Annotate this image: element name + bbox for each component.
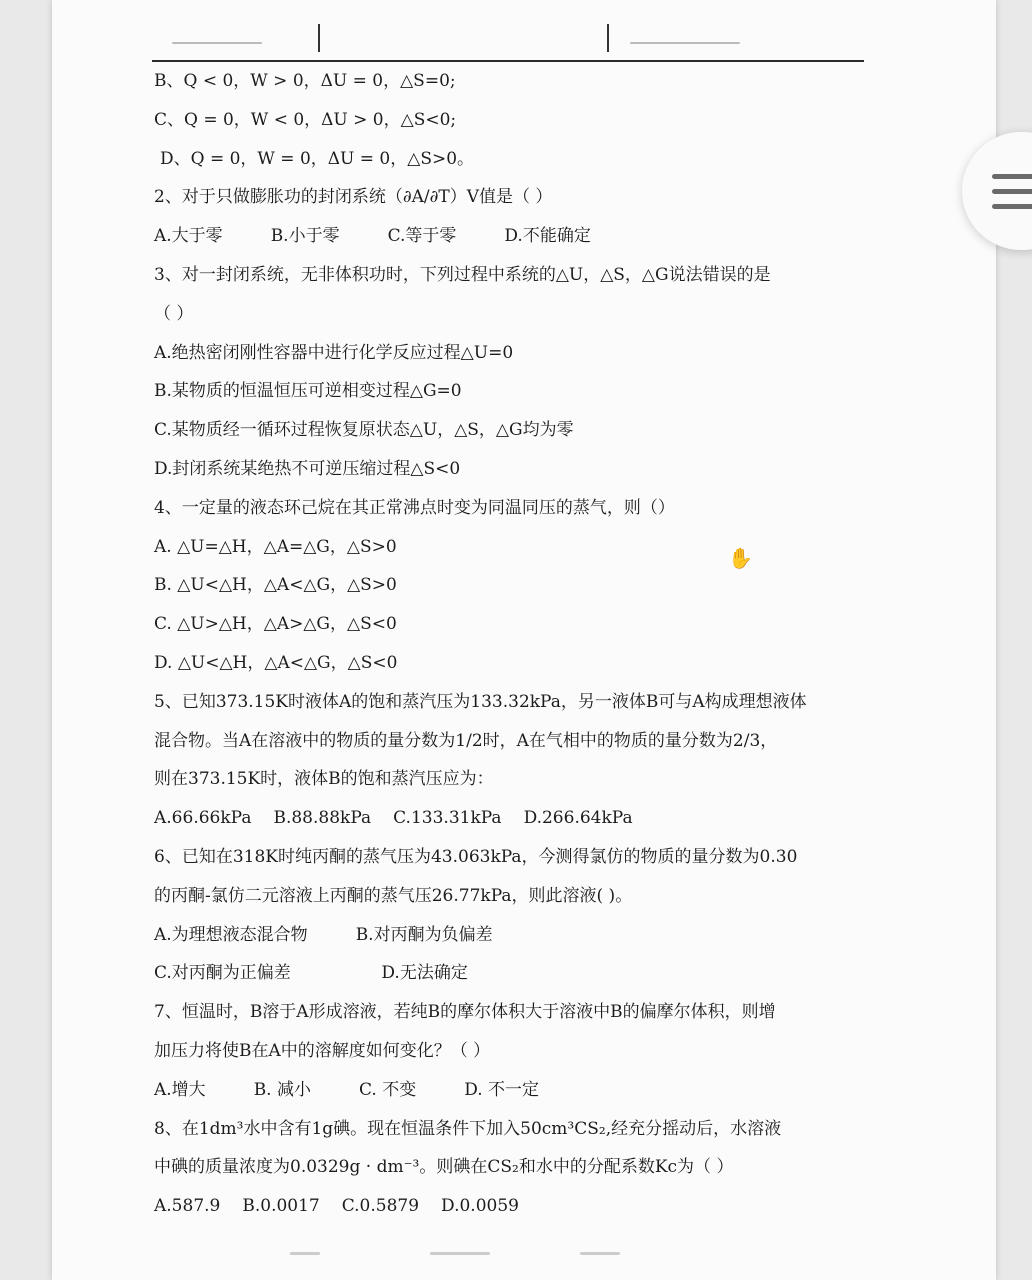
question-4: 4、一定量的液态环己烷在其正常沸点时变为同温同压的蒸气，则（） bbox=[154, 497, 675, 518]
question-2: 2、对于只做膨胀功的封闭系统（∂A/∂T）V值是（ ） bbox=[154, 187, 553, 208]
question-5-options bbox=[154, 799, 874, 838]
faded-footer-text bbox=[430, 1252, 490, 1255]
q4-option-c: C. △U>△H，△A>△G，△S<0 bbox=[154, 614, 397, 635]
option-b: B、Q < 0，W > 0，ΔU = 0，△S=0; bbox=[154, 71, 456, 91]
question-5-line-3: 则在373.15K时，液体B的饱和蒸汽压应为： bbox=[154, 769, 494, 790]
q3-option-a: A.绝热密闭刚性容器中进行化学反应过程△U=0 bbox=[154, 342, 514, 363]
q2-option-b: B.小于零 bbox=[270, 226, 340, 247]
q2-option-d: D.不能确定 bbox=[504, 226, 591, 247]
exam-content bbox=[154, 62, 874, 1226]
question-5-line-1: 5、已知373.15K时液体A的饱和蒸汽压为133.32kPa，另一液体B可与A构成理想液体 bbox=[154, 691, 807, 712]
q5-option-a: A.66.66kPa bbox=[154, 808, 252, 829]
q8-option-d: D.0.0059 bbox=[441, 1196, 519, 1217]
q3-option-b: B.某物质的恒温恒压可逆相变过程△G=0 bbox=[154, 381, 462, 402]
question-3-paren: （ ） bbox=[154, 303, 194, 324]
question-8-line-2: 中碘的质量浓度为0.0329g · dm⁻³。则碘在CS₂和水中的分配系数Kc为（ ） bbox=[154, 1157, 734, 1178]
q6-option-c: C.对丙酮为正偏差 bbox=[154, 963, 291, 984]
q3-option-d: D.封闭系统某绝热不可逆压缩过程△S<0 bbox=[154, 458, 461, 479]
question-7-line-2: 加压力将使B在A中的溶解度如何变化？（ ） bbox=[154, 1040, 491, 1061]
q7-option-a: A.增大 bbox=[154, 1079, 206, 1100]
question-7-options bbox=[154, 1071, 874, 1110]
q6-option-a: A.为理想液态混合物 bbox=[154, 924, 308, 945]
question-2-options bbox=[154, 217, 874, 256]
hamburger-icon-line bbox=[992, 189, 1032, 194]
question-5-line-2: 混合物。当A在溶液中的物质的量分数为1/2时，A在气相中的物质的量分数为2/3， bbox=[154, 730, 778, 751]
faded-footer-text bbox=[290, 1252, 320, 1255]
q8-option-a: A.587.9 bbox=[154, 1196, 221, 1217]
hand-cursor-icon: ✋ bbox=[728, 546, 753, 570]
question-3: 3、对一封闭系统，无非体积功时，下列过程中系统的△U，△S，△G说法错误的是 bbox=[154, 264, 771, 285]
q4-option-a: A. △U=△H，△A=△G，△S>0 bbox=[154, 536, 397, 557]
faded-header-text bbox=[630, 42, 740, 44]
q4-option-b: B. △U<△H，△A<△G，△S>0 bbox=[154, 575, 397, 596]
q6-option-b: B.对丙酮为负偏差 bbox=[355, 924, 493, 945]
q7-option-b: B. 减小 bbox=[253, 1079, 311, 1100]
question-8-options bbox=[154, 1187, 874, 1226]
q5-option-d: D.266.64kPa bbox=[523, 808, 633, 829]
q4-option-d: D. △U<△H，△A<△G，△S<0 bbox=[154, 652, 398, 673]
q2-option-c: C.等于零 bbox=[387, 226, 457, 247]
q6-options-ab bbox=[154, 916, 874, 955]
q2-option-a: A.大于零 bbox=[154, 226, 223, 247]
q3-option-c: C.某物质经一循环过程恢复原状态△U，△S，△G均为零 bbox=[154, 420, 574, 441]
hamburger-icon-line bbox=[992, 204, 1032, 209]
hamburger-icon bbox=[992, 174, 1032, 179]
q8-option-b: B.0.0017 bbox=[242, 1196, 320, 1217]
question-6-line-2: 的丙酮-氯仿二元溶液上丙酮的蒸气压26.77kPa，则此溶液( )。 bbox=[154, 885, 633, 906]
question-6-line-1: 6、已知在318K时纯丙酮的蒸气压为43.063kPa，今测得氯仿的物质的量分数为0.30 bbox=[154, 846, 798, 867]
q6-option-d: D.无法确定 bbox=[381, 963, 468, 984]
q7-option-d: D. 不一定 bbox=[464, 1079, 540, 1100]
q7-option-c: C. 不变 bbox=[359, 1079, 417, 1100]
faded-footer-text bbox=[580, 1252, 620, 1255]
q5-option-c: C.133.31kPa bbox=[393, 808, 502, 829]
question-8-line-1: 8、在1dm³水中含有1g碘。现在恒温条件下加入50cm³CS₂,经充分摇动后，水溶液 bbox=[154, 1118, 782, 1139]
q8-option-c: C.0.5879 bbox=[341, 1196, 420, 1217]
option-c: C、Q = 0，W < 0，ΔU > 0，△S<0; bbox=[154, 109, 457, 130]
q5-option-b: B.88.88kPa bbox=[273, 808, 372, 829]
faded-header-text bbox=[172, 42, 262, 44]
header-divider bbox=[318, 24, 320, 52]
option-d: D、Q = 0，W = 0，ΔU = 0，△S>0。 bbox=[160, 148, 475, 169]
q6-options-cd bbox=[154, 954, 874, 993]
header-divider bbox=[607, 24, 609, 52]
question-7-line-1: 7、恒温时，B溶于A形成溶液，若纯B的摩尔体积大于溶液中B的偏摩尔体积，则增 bbox=[154, 1002, 776, 1023]
